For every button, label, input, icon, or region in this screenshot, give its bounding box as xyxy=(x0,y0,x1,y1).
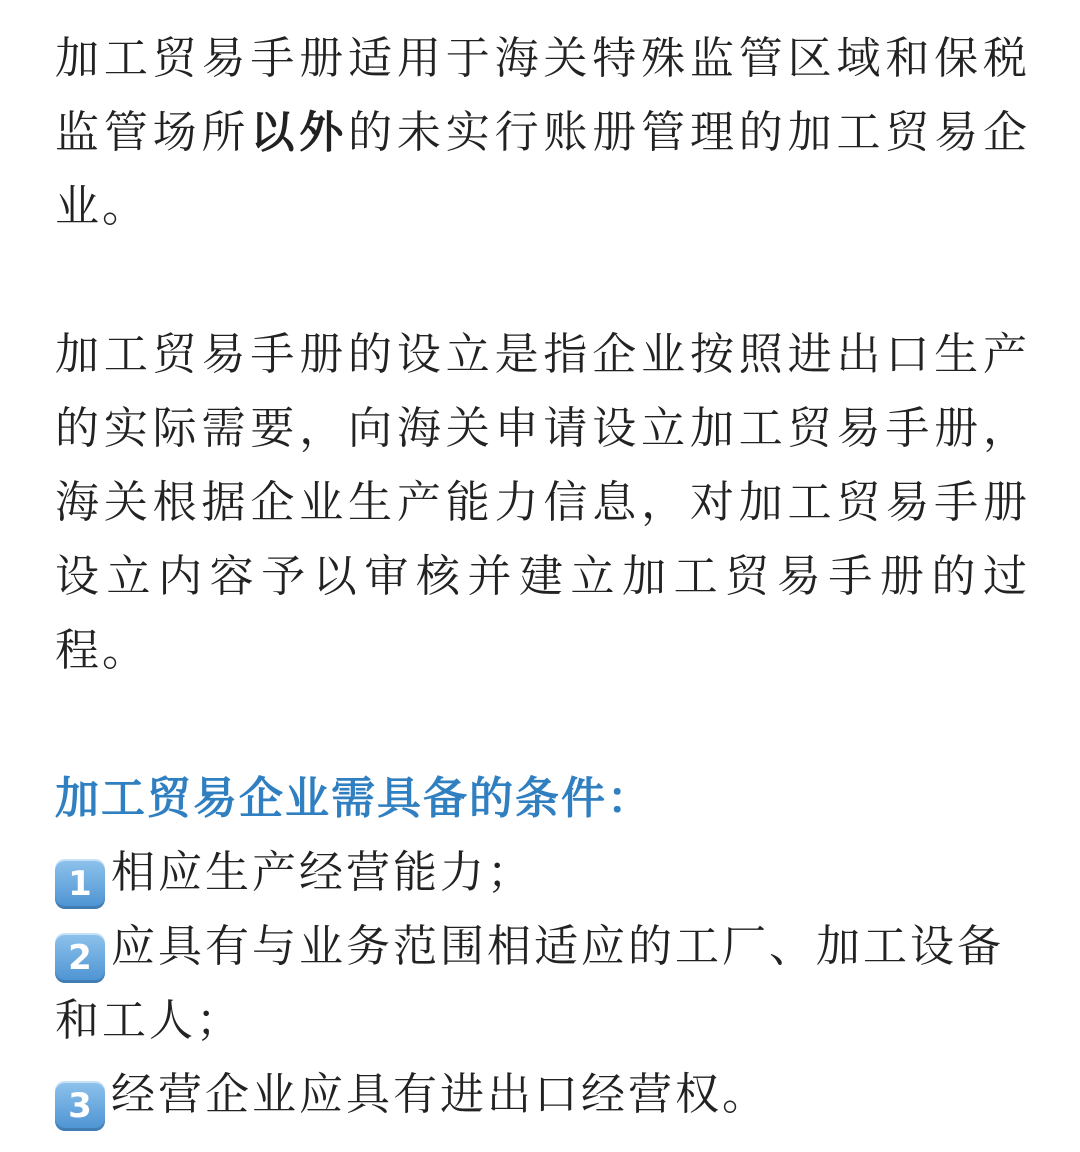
emphasis-text: 以外 xyxy=(250,107,349,158)
list-item-text: 相应生产经营能力； xyxy=(111,847,534,898)
keycap-digit-one-icon: 1 xyxy=(55,859,105,909)
list-item xyxy=(55,1058,1030,1132)
article-body xyxy=(55,22,1030,1132)
list-item-text: 经营企业应具有进出口经营权。 xyxy=(111,1069,769,1120)
keycap-digit-three-icon: 3 xyxy=(55,1081,105,1131)
section-title: 加工贸易企业需具备的条件： xyxy=(55,773,653,824)
keycap-digit-two-icon: 2 xyxy=(55,933,105,983)
paragraph-scope-text-start: 加工贸易手册适用于海关特殊监管区域和保税监管场所 xyxy=(55,33,1030,158)
paragraph-scope-text-end: 的未实行账册管理的加工贸易企业。 xyxy=(55,107,1031,232)
list-item-text: 应具有与业务范围相适应的工厂、加工设备和工人； xyxy=(55,921,1004,1046)
paragraph-definition: 加工贸易手册的设立是指企业按照进出口生产的实际需要，向海关申请设立加工贸易手册，海关根据企业生产能力信息，对加工贸易手册设立内容予以审核并建立加工贸易手册的过程。 xyxy=(55,329,1030,676)
list-item xyxy=(55,910,1030,1058)
paragraph-scope xyxy=(55,22,1030,244)
list-item xyxy=(55,836,1030,910)
